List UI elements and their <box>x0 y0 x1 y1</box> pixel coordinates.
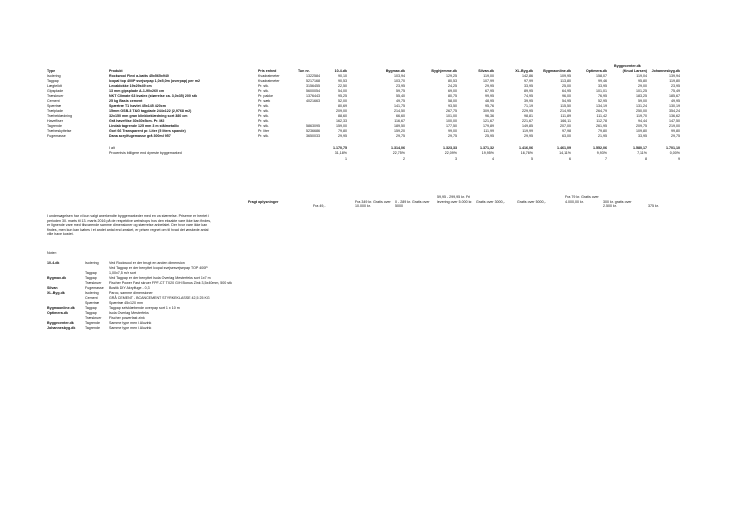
price-cell: 39,95 <box>524 99 533 103</box>
price-cell: 99,00 <box>448 129 457 133</box>
percent-label: Procentvis billigere end dyreste byggemarked <box>109 151 182 155</box>
tun-cell: 5863095 <box>306 124 320 128</box>
price-cell: 25,95 <box>485 134 494 138</box>
price-cell: 80,75 <box>448 94 457 98</box>
column-header: Tun nr. <box>298 69 310 73</box>
note-category: Tagrende <box>85 321 100 325</box>
tun-cell: 5236686 <box>306 129 320 133</box>
price-cell: 261,95 <box>596 124 607 128</box>
price-cell: 112,78 <box>596 119 607 123</box>
intro-line: I undersøgelsen har vi kun valgt anerkendte byggemarkeder med en va stærrelse. Priserne er hentet i <box>47 214 210 218</box>
percent-cell: 22,09% <box>444 151 457 155</box>
price-cell: 52,00 <box>338 99 347 103</box>
type-cell: Tagpap <box>47 79 59 83</box>
note-text: Paroc, samme dimensioner <box>109 291 153 295</box>
price-cell: 116,67 <box>394 119 405 123</box>
price-cell: 136,62 <box>669 114 680 118</box>
price-cell: 94,44 <box>638 119 647 123</box>
price-cell: 54,95 <box>562 99 571 103</box>
column-header: Byghjemme.dk <box>431 69 457 73</box>
percent-cell: 22,75% <box>392 151 405 155</box>
price-cell: 98,81 <box>524 114 533 118</box>
price-cell: 95,80 <box>638 79 647 83</box>
price-cell: 185,67 <box>669 94 680 98</box>
note-category: Tagpap <box>85 276 97 280</box>
note-category: Tagpap <box>85 311 97 315</box>
price-cell: 29,75 <box>671 134 680 138</box>
price-cell: 115,50 <box>560 104 571 108</box>
price-cell: 209,75 <box>636 124 647 128</box>
byggecenter-header-top: Byggecenter.dk <box>614 64 641 68</box>
price-cell: 101,25 <box>636 89 647 93</box>
price-cell: 309,95 <box>483 109 494 113</box>
column-header: (Knud Larsen) <box>622 69 647 73</box>
price-cell: 49,95 <box>671 99 680 103</box>
price-cell: 96,00 <box>562 94 571 98</box>
price-cell: 90,10 <box>338 74 347 78</box>
freight-cell: Fra 49,- <box>313 204 326 208</box>
column-header: Johannesbyg.dk <box>651 69 680 73</box>
price-cell: 111,42 <box>596 114 607 118</box>
note-category: Tagrende <box>85 326 100 330</box>
unit-cell: Pr. stk. <box>258 109 269 113</box>
price-cell: 103,94 <box>394 74 405 78</box>
product-cell: Lecablokke 19x29x49 cm <box>109 84 152 88</box>
total-cell: 1.170,75 <box>333 146 347 150</box>
price-cell: 209,00 <box>336 109 347 113</box>
price-cell: 97,99 <box>524 79 533 83</box>
type-cell: Tagrende <box>47 124 62 128</box>
price-cell: 89,95 <box>524 89 533 93</box>
note-text: Spærtræ 45x120 mm <box>109 301 143 305</box>
note-text: GRÅ CEMENT - BCANCEMENT STYRKEKLASSE 42,5 25 KG <box>109 296 210 300</box>
note-shop: XL-Byg.dk <box>47 291 65 295</box>
price-cell: 97,98 <box>562 129 571 133</box>
product-cell: Gori 66 Transparent pr. Liter (5 liters spande) <box>109 129 186 133</box>
price-cell: 214,95 <box>560 109 571 113</box>
type-cell: Spærtræ <box>47 104 62 108</box>
note-text: Isola Overlag Mesterfeks <box>109 311 149 315</box>
product-cell: Icopal top 400P svejsepap 1,0x5,0m (overpap) per m2 <box>109 79 201 83</box>
note-shop: Bygmax.dk <box>47 276 67 280</box>
total-label: I alt <box>109 146 115 150</box>
price-cell: 29,75 <box>396 134 405 138</box>
intro-line: er lignende vare med tilsvarende samme dimensioner og stærrelse anbefalet. Der hvor vare ikke kan <box>47 223 208 228</box>
price-cell: 63,00 <box>562 134 571 138</box>
column-header: Optimera.dk <box>586 69 607 73</box>
note-text: Samme type men i Aluzink <box>109 321 152 325</box>
price-cell: 159,00 <box>336 124 347 128</box>
note-text: Fischer Power Fast skruer FPF-CT TX20 G/H Bonus Zink 3,5x40mm, 500 stk <box>109 281 232 285</box>
price-cell: 23,95 <box>396 84 405 88</box>
note-text: Ved Rockwool er der brugt en anden dimension <box>109 261 185 265</box>
note-category: Isolering <box>85 261 99 265</box>
note-category: Tagpap <box>85 306 97 310</box>
freight-cell: Fra 349 kr. Gratis over 10.000 kr. <box>355 199 391 208</box>
intro-text <box>47 214 211 237</box>
column-header: Silvan.dk <box>478 69 494 73</box>
rank-cell: 8 <box>645 157 647 161</box>
price-cell: 119,80 <box>669 79 680 83</box>
rank-cell: 5 <box>531 157 533 161</box>
product-cell: Rockwool Flexi a-batts 45x565x940 <box>109 74 169 78</box>
rank-cell: 3 <box>455 157 457 161</box>
tun-cell: 4021663 <box>306 99 320 103</box>
freight-cell: 59,95 - 299,95 kr. Fri levering over 5.000 kr. <box>437 195 473 204</box>
type-cell: Lægtelidt <box>47 84 62 88</box>
total-cell: 1.552,06 <box>593 146 607 150</box>
unit-cell: Pr. liter <box>258 129 270 133</box>
rank-cell: 4 <box>492 157 494 161</box>
price-cell: 179,89 <box>483 124 494 128</box>
price-cell: 59,75 <box>396 89 405 93</box>
unit-cell: Pr. stk. <box>258 119 269 123</box>
percent-cell: 31,18% <box>334 151 347 155</box>
price-cell: 49,75 <box>396 99 405 103</box>
rank-cell: 9 <box>678 157 680 161</box>
type-cell: Isolering <box>47 74 61 78</box>
percent-cell: 19,95% <box>481 151 494 155</box>
price-cell: 119,04 <box>636 74 647 78</box>
price-cell: 101,00 <box>446 114 457 118</box>
note-category: Isolering <box>85 291 99 295</box>
column-header: Type <box>47 69 56 73</box>
tun-cell: 3156455 <box>306 84 320 88</box>
price-cell: 52,95 <box>598 99 607 103</box>
percent-cell: 16,76% <box>520 151 533 155</box>
price-cell: 109,80 <box>636 129 647 133</box>
price-cell: 162,33 <box>336 119 347 123</box>
freight-label: Fragt oplysninger <box>248 200 279 204</box>
price-cell: 131,24 <box>636 104 647 108</box>
price-cell: 29,00 <box>638 84 647 88</box>
tun-cell: 3650033 <box>306 134 320 138</box>
intro-line: findes, men kun kan købes i et andet antal end ønsket, er prisen regnet om til hvad det ønskede antal <box>47 227 209 232</box>
price-cell: 354,24 <box>669 109 680 113</box>
freight-cell: Fra 79 kr. Gratis over 4.000,00 kr. <box>565 195 599 204</box>
price-cell: 141,75 <box>394 104 405 108</box>
price-cell: 59,00 <box>638 99 647 103</box>
percent-cell: 0,00% <box>669 151 680 155</box>
price-cell: 80,53 <box>448 79 457 83</box>
price-cell: 264,79 <box>596 109 607 113</box>
product-cell: Lindab tagrende 125 mm 3 m stålmetallic <box>109 124 180 128</box>
price-cell: 219,00 <box>669 124 680 128</box>
price-cell: 139,94 <box>669 74 680 78</box>
type-cell: Havefliser <box>47 119 63 123</box>
price-cell: 130,19 <box>669 104 680 108</box>
unit-cell: Pr. stk. <box>258 134 269 138</box>
price-cell: 189,50 <box>394 124 405 128</box>
price-cell: 25,00 <box>562 84 571 88</box>
product-cell: 15mm OSB-3 T&G tagplade 244x122 (2,9768 m2) <box>109 109 192 113</box>
unit-cell: Pr. stk. <box>258 89 269 93</box>
unit-cell: Pr. stk. <box>258 104 269 108</box>
freight-cell: Gratis over 5000,- <box>517 199 546 204</box>
total-cell: 1.701,10 <box>666 146 680 150</box>
percent-cell: 9,93% <box>596 151 607 155</box>
tun-cell: 1376443 <box>306 94 320 98</box>
product-cell: Spærtræ T1 høvlet 45x145 420cm <box>109 104 166 108</box>
column-header: Pris enhed <box>258 69 277 73</box>
price-cell: 103,70 <box>394 79 405 83</box>
price-cell: 76,95 <box>598 94 607 98</box>
unit-cell: Pr. stk. <box>258 124 269 128</box>
price-cell: 95,25 <box>338 94 347 98</box>
price-cell: 33,95 <box>524 84 533 88</box>
tun-cell: 5217168 <box>306 79 320 83</box>
price-cell: 79,80 <box>598 129 607 133</box>
price-cell: 79,80 <box>338 129 347 133</box>
type-cell: Trælplade <box>47 109 64 113</box>
price-cell: 54,00 <box>338 89 347 93</box>
price-cell: 147,50 <box>669 119 680 123</box>
note-category: Fugemasse <box>85 286 104 290</box>
note-shop: Bygmaonline.dk <box>47 306 75 310</box>
note-shop: Silvan <box>47 286 58 290</box>
price-cell: 183,25 <box>636 94 647 98</box>
note-category: Træskruer <box>85 316 102 320</box>
unit-cell: Pr. pakke <box>258 94 273 98</box>
price-cell: 159,20 <box>394 129 405 133</box>
note-category: Spærtræ <box>85 301 100 305</box>
price-cell: 109,95 <box>560 74 571 78</box>
price-cell: 229,95 <box>522 109 533 113</box>
freight-cell: 375 kr. <box>648 204 659 208</box>
price-cell: 267,75 <box>446 109 457 113</box>
price-cell: 129,25 <box>446 74 457 78</box>
note-shop: Johannesbyg.dk <box>47 326 76 330</box>
price-cell: 134,19 <box>596 104 607 108</box>
total-cell: 1.323,33 <box>443 146 457 150</box>
price-cell: 119,70 <box>636 114 647 118</box>
note-shop: Optimera.dk <box>47 311 68 315</box>
price-cell: 100,00 <box>446 119 457 123</box>
price-cell: 74,95 <box>524 94 533 98</box>
price-cell: 29,95 <box>485 84 494 88</box>
price-cell: 113,80 <box>560 79 571 83</box>
rank-cell: 7 <box>605 157 607 161</box>
type-cell: Træbeklædning <box>47 114 73 118</box>
price-cell: 177,50 <box>446 124 457 128</box>
note-shop: 10-4.dk <box>47 261 60 265</box>
product-cell: Dana acrylfugemasse grå 300ml 957 <box>109 134 171 138</box>
unit-cell: Pr. stk. <box>258 114 269 118</box>
price-cell: 221,67 <box>522 119 533 123</box>
freight-cell: 300 kr. gratis over 2.500 kr. <box>603 199 632 208</box>
product-cell: 13 mm gipsplade A-1-90x260 cm <box>109 89 165 93</box>
price-cell: 80,69 <box>338 104 347 108</box>
note-category: Cement <box>85 296 98 300</box>
price-cell: 58,00 <box>448 99 457 103</box>
note-text: Samme type men i Aluzink <box>109 326 152 330</box>
column-header: Produkt <box>109 69 123 73</box>
total-cell: 1.416,06 <box>519 146 533 150</box>
column-header: XL-Byg.dk <box>515 69 533 73</box>
tun-cell: 1322584 <box>306 74 320 78</box>
column-header: 10-4.dk <box>334 69 347 73</box>
type-cell: Cement <box>47 99 60 103</box>
product-cell: 25 kg Basis cement <box>109 99 143 103</box>
type-cell: Træskruer <box>47 94 64 98</box>
price-cell: 95,76 <box>485 104 494 108</box>
price-cell: 29,95 <box>524 134 533 138</box>
intro-line: perioden 30. marts til 13. marts 2016 på de respektive webshops hos den eksakte vare ikke kan findes, <box>47 218 212 223</box>
price-cell: 111,99 <box>483 129 494 133</box>
price-cell: 66,60 <box>396 114 405 118</box>
percent-cell: 14,11% <box>559 151 571 155</box>
price-cell: 93,50 <box>448 104 457 108</box>
price-cell: 250,00 <box>636 109 647 113</box>
price-cell: 101,01 <box>596 89 607 93</box>
price-cell: 90,53 <box>338 79 347 83</box>
price-cell: 23,95 <box>671 84 680 88</box>
price-cell: 207,00 <box>560 124 571 128</box>
column-header: Bygmax.dk <box>385 69 405 73</box>
rank-cell: 2 <box>403 157 405 161</box>
price-cell: 71,19 <box>524 104 533 108</box>
price-cell: 214,50 <box>394 109 405 113</box>
price-cell: 96,36 <box>485 114 494 118</box>
type-cell: Gipsplade <box>47 89 64 93</box>
price-cell: 111,89 <box>560 114 571 118</box>
note-category: Træskruer <box>85 281 102 285</box>
note-text: Ved Tagpap er der benyttet Icopal svejsesvejsepap TOP 400P <box>109 266 208 270</box>
price-cell: 119,00 <box>483 74 494 78</box>
note-text: Tagpap selvklæbende overpap sort 1 x 10 m <box>109 306 180 310</box>
price-cell: 119,99 <box>522 129 533 133</box>
notes-title: Noter: <box>47 251 57 255</box>
price-cell: 107,99 <box>483 79 494 83</box>
total-cell: 1.371,32 <box>480 146 494 150</box>
price-cell: 22,50 <box>338 84 347 88</box>
total-cell: 1.461,09 <box>557 146 571 150</box>
total-cell: 1.314,06 <box>391 146 405 150</box>
unit-cell: Kvadratmeter <box>258 79 280 83</box>
price-cell: 29,95 <box>338 134 347 138</box>
price-cell: 64,95 <box>562 89 571 93</box>
percent-cell: 7,11% <box>637 151 647 155</box>
price-cell: 67,95 <box>485 89 494 93</box>
note-shop: Byggecenter.dk <box>47 321 74 325</box>
unit-cell: Pr. sæk <box>258 99 271 103</box>
note-text: Fischer powerfast zink <box>109 316 145 320</box>
price-cell: 55,40 <box>396 94 405 98</box>
price-cell: 21,95 <box>598 134 607 138</box>
rank-cell: 6 <box>569 157 571 161</box>
total-cell: 1.580,17 <box>633 146 647 150</box>
price-cell: 29,75 <box>448 134 457 138</box>
note-text: Bostik DIY Akrylfuge - 0,3 <box>109 286 150 290</box>
price-cell: 24,25 <box>448 84 457 88</box>
price-cell: 121,67 <box>483 119 494 123</box>
freight-cell: Gratis over 3000,- <box>476 199 505 204</box>
column-header: Bygmaonline.dk <box>543 69 571 73</box>
price-cell: 69,00 <box>448 89 457 93</box>
price-cell: 166,11 <box>560 119 571 123</box>
note-text: Ved Tagpap er der benyttet Isola Overlag Mesterfeks sort 1x7 m <box>109 276 211 280</box>
freight-cell: 0 - 289 kr. Gratis over 5000 <box>395 199 430 208</box>
price-cell: 158,07 <box>596 74 607 78</box>
rank-cell: 1 <box>345 157 347 161</box>
note-text: 1,00x7,5 m/r sort <box>109 271 136 275</box>
price-cell: 142,86 <box>522 74 533 78</box>
type-cell: Træbeskyttelse <box>47 129 72 133</box>
price-cell: 149,85 <box>522 124 533 128</box>
product-cell: 32x150 mm gran klinkbeklædning sort 380 cm <box>109 114 188 118</box>
price-cell: 33,95 <box>598 84 607 88</box>
price-cell: 33,95 <box>638 134 647 138</box>
price-cell: 48,95 <box>485 99 494 103</box>
price-cell: 99,95 <box>485 94 494 98</box>
price-cell: 88,60 <box>338 114 347 118</box>
price-cell: 99,46 <box>598 79 607 83</box>
price-cell: 99,80 <box>671 129 680 133</box>
type-cell: Fugemasse <box>47 134 66 138</box>
product-cell: Grå havefilse 30x30x5cm. Pr. M2 <box>109 119 165 123</box>
note-category: Tagpap <box>85 271 97 275</box>
unit-cell: Pr. stk. <box>258 84 269 88</box>
intro-line: ville have kostet. <box>47 232 74 237</box>
tun-cell: 5600054 <box>306 89 320 93</box>
unit-cell: Kvadratmeter <box>258 74 280 78</box>
product-cell: NKT Climate 63 kvalex (størrelse ca. 3,0x35) 200 stk <box>109 94 198 98</box>
price-cell: 75,49 <box>671 89 680 93</box>
